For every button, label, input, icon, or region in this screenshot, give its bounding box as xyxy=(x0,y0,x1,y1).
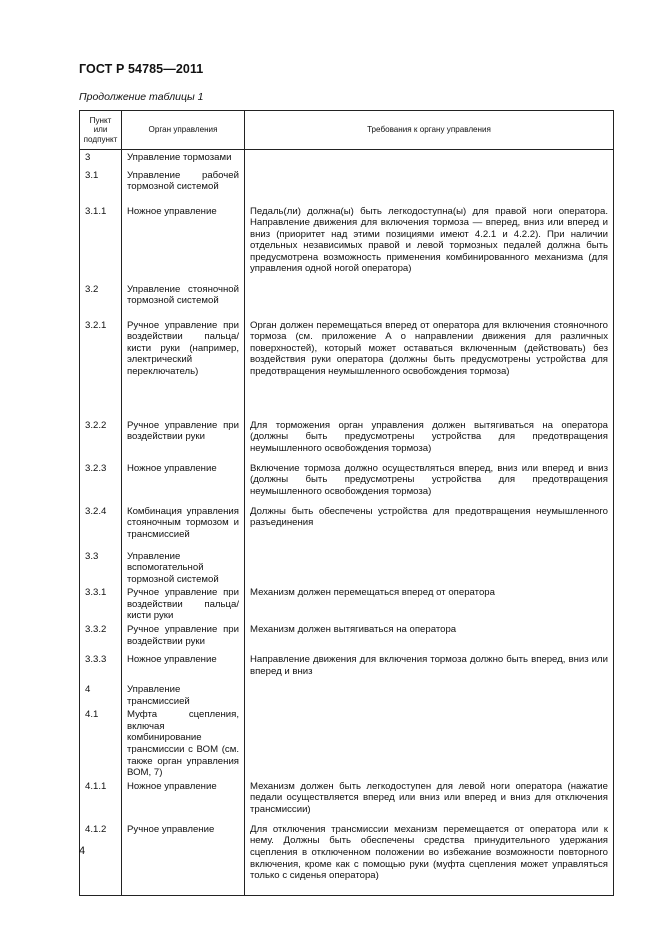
requirements-table xyxy=(79,110,614,896)
row-control: Ножное управление xyxy=(122,461,245,504)
table-row xyxy=(80,585,614,622)
row-control: Ручное управление при воздействии пальца/кисти руки (например, электрический переключатель) xyxy=(122,318,245,418)
row-item-number: 3.2.2 xyxy=(80,418,122,461)
row-control: Муфта сцепления, включая комбинирование трансмиссии с ВОМ (см. также орган управления ВОМ, 7) xyxy=(122,707,245,779)
row-requirement: Механизм должен вытягиваться на оператора xyxy=(245,622,614,652)
row-control: Управление тормозами xyxy=(122,150,245,168)
table-row xyxy=(80,622,614,652)
table-row xyxy=(80,652,614,682)
table-row xyxy=(80,682,614,707)
table-row xyxy=(80,204,614,282)
row-item-number: 4.1 xyxy=(80,707,122,779)
row-requirement: Должны быть обеспечены устройства для предотвращения неумышленного разъединения xyxy=(245,504,614,549)
row-item-number: 3 xyxy=(80,150,122,168)
table-row xyxy=(80,150,614,168)
table-row xyxy=(80,282,614,318)
row-requirement xyxy=(245,282,614,318)
table-row xyxy=(80,549,614,586)
document-code: ГОСТ Р 54785—2011 xyxy=(79,62,204,76)
table-row xyxy=(80,707,614,779)
row-requirement: Для отключения трансмиссии механизм перемещается от оператора или к нему. Должны быть обеспечены средства принудительного удержания сцепления в отключенном положении во избежание возможности повторного включения, кроме как с помощью руки (муфта сцепления может управляться только с сиденья оператора) xyxy=(245,822,614,896)
row-requirement xyxy=(245,549,614,586)
row-requirement: Направление движения для включения тормоза должно быть вперед, вниз или вперед и вниз xyxy=(245,652,614,682)
row-item-number: 4.1.2 xyxy=(80,822,122,896)
row-control: Ручное управление при воздействии руки xyxy=(122,622,245,652)
row-item-number: 3.2 xyxy=(80,282,122,318)
row-item-number: 3.3.1 xyxy=(80,585,122,622)
table-caption: Продолжение таблицы 1 xyxy=(79,91,204,103)
row-control: Управление рабочей тормозной системой xyxy=(122,168,245,204)
row-requirement xyxy=(245,682,614,707)
row-control: Ручное управление xyxy=(122,822,245,896)
row-requirement: Включение тормоза должно осуществляться вперед, вниз или вперед и вниз (должны быть предусмотрены устройства для предотвращения неумышленного освобождения тормоза) xyxy=(245,461,614,504)
row-item-number: 3.1 xyxy=(80,168,122,204)
table-row xyxy=(80,418,614,461)
row-requirement xyxy=(245,168,614,204)
table-row xyxy=(80,822,614,896)
table-row xyxy=(80,318,614,418)
table-row xyxy=(80,779,614,822)
table-header-row xyxy=(80,111,614,150)
row-item-number: 4 xyxy=(80,682,122,707)
row-control: Управление стояночной тормозной системой xyxy=(122,282,245,318)
page-number: 4 xyxy=(79,845,86,857)
row-requirement: Для торможения орган управления должен вытягиваться на оператора (должны быть предусмотрены устройства для предотвращения неумышленного освобождения тормоза) xyxy=(245,418,614,461)
row-item-number: 3.1.1 xyxy=(80,204,122,282)
row-item-number: 3.3.2 xyxy=(80,622,122,652)
header-control: Орган управления xyxy=(122,111,245,150)
table-row xyxy=(80,461,614,504)
row-requirement: Орган должен перемещаться вперед от оператора для включения стояночного тормоза (см. приложение А о направлении движения для различных поверхностей), который может оставаться включенным (действовать) без воздействия руки оператора (должны быть предусмотрены устройства для предотвращения неумышленного освобождения тормоза) xyxy=(245,318,614,418)
row-requirement: Механизм должен быть легкодоступен для левой ноги оператора (нажатие педали осуществляется вперед или вниз или вперед и вниз для отключения трансмиссии) xyxy=(245,779,614,822)
row-requirement: Педаль(ли) должна(ы) быть легкодоступна(ы) для правой ноги оператора. Направление движения для включения тормоза — вперед, вниз или вперед и вниз (приоритет над этими позициями имеют 4.2.1 и 4.2.2). При наличии отдельных независимых правой и левой тормозных педалей должна быть предусмотрена возможность применения комбинированного механизма (для управления одной ногой оператора) xyxy=(245,204,614,282)
table-row xyxy=(80,504,614,549)
row-control: Комбинация управления стояночным тормозом и трансмиссией xyxy=(122,504,245,549)
row-control: Управление вспомогательной тормозной системой xyxy=(122,549,245,586)
table-row xyxy=(80,168,614,204)
row-control: Ножное управление xyxy=(122,779,245,822)
row-item-number: 3.3.3 xyxy=(80,652,122,682)
row-control: Ручное управление при воздействии руки xyxy=(122,418,245,461)
row-control: Ножное управление xyxy=(122,204,245,282)
row-item-number: 3.2.1 xyxy=(80,318,122,418)
row-control: Управление трансмиссией xyxy=(122,682,245,707)
row-control: Ножное управление xyxy=(122,652,245,682)
row-requirement xyxy=(245,707,614,779)
header-item-number: Пункт или подпункт xyxy=(80,111,122,150)
row-requirement xyxy=(245,150,614,168)
row-item-number: 3.2.3 xyxy=(80,461,122,504)
row-requirement: Механизм должен перемещаться вперед от оператора xyxy=(245,585,614,622)
row-item-number: 3.3 xyxy=(80,549,122,586)
row-item-number: 4.1.1 xyxy=(80,779,122,822)
row-item-number: 3.2.4 xyxy=(80,504,122,549)
row-control: Ручное управление при воздействии пальца/кисти руки xyxy=(122,585,245,622)
header-requirements: Требования к органу управления xyxy=(245,111,614,150)
